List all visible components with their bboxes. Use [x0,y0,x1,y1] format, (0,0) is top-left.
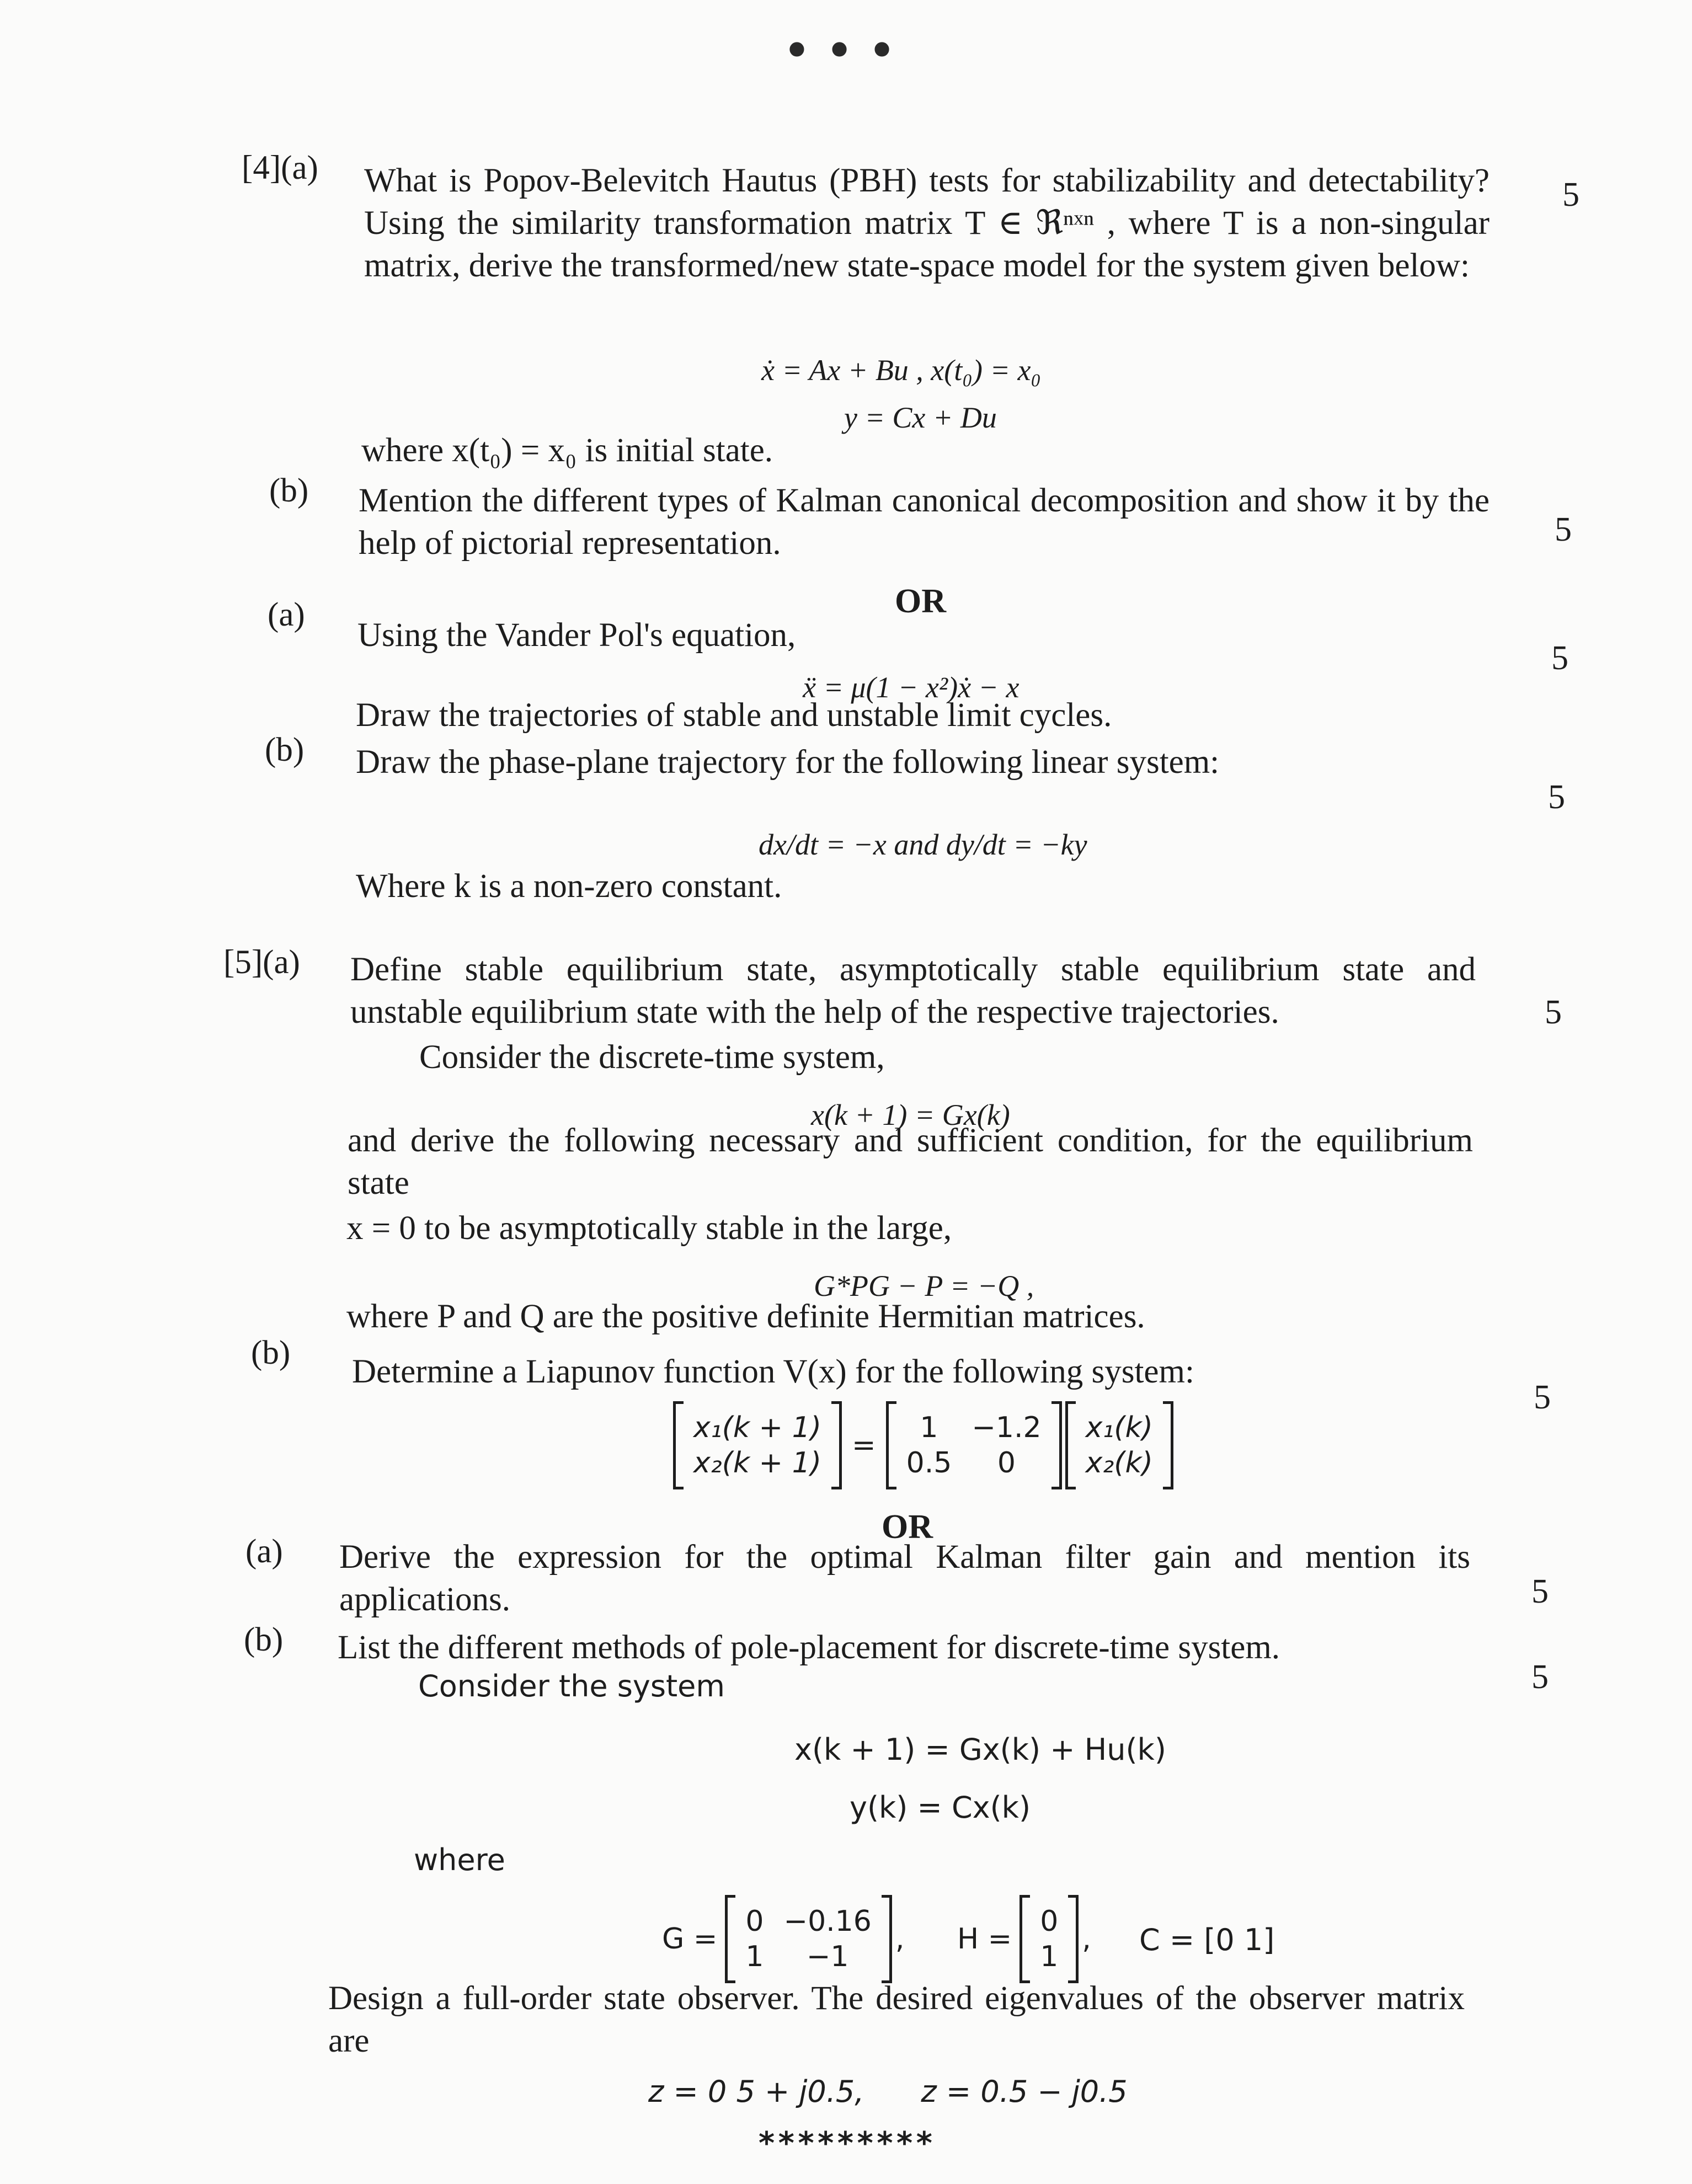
q5-alt-a-text: Derive the expression for the optimal Kalman filter gain and mention its applications. [339,1539,1470,1618]
matrix-cell: −1.2 [972,1411,1042,1444]
q4-alt-b-marks: 5 [1548,778,1565,816]
end-stars: ********* [757,2126,935,2161]
matrix-cell: −0.16 [783,1905,872,1938]
menu-dots-icon[interactable]: ••• [782,22,910,80]
matrix-cell: 0 [1040,1905,1059,1938]
right-bracket [831,1401,842,1489]
matrix-cell: 0 [997,1446,1016,1480]
left-bracket [673,1401,684,1489]
q4a-eq2: y = Cx + Du [844,401,997,434]
q5-number: [5](a) [223,944,300,981]
left-bracket [886,1401,896,1489]
q4-alt-b-text: Draw the phase-plane trajectory for the following linear system: [356,744,1220,781]
equals-sign: = [852,1429,876,1462]
q5-alt-b-marks: 5 [1531,1658,1549,1696]
q4-alt-b-eq: dx/dt = −x and dy/dt = −ky [759,828,1087,861]
q4-or: OR [895,583,946,620]
q5a-text3: and derive the following necessary and sufficient condition, for the equilibrium state [348,1122,1473,1202]
matrix-cell: 0 [745,1905,764,1938]
sys-eq2: y(k) = Cx(k) [850,1790,1031,1825]
q5-alt-a-label: (a) [245,1533,283,1570]
q5a-marks: 5 [1545,994,1562,1031]
q4-alt-a-label: (a) [268,596,305,633]
left-bracket [1020,1895,1030,1983]
sys-eq1: x(k + 1) = Gx(k) + Hu(k) [794,1732,1166,1767]
liapunov-system-matrix [673,1401,1173,1489]
q5-alt-b-text: List the different methods of pole-placement for discrete-time system. [338,1629,1280,1666]
vec-x1: x₁(k) [1085,1411,1153,1444]
q5b-label: (b) [251,1334,291,1371]
right-bracket [1052,1401,1062,1489]
q4b-label: (b) [269,472,309,509]
q5a-eq2: G*PG − P = −Q , [814,1269,1034,1302]
lhs-x2: x₂(k + 1) [693,1446,822,1480]
left-bracket [1065,1401,1076,1489]
right-bracket [1163,1401,1173,1489]
matrix-cell: 1 [745,1940,764,1973]
q5b-marks: 5 [1534,1379,1551,1416]
lhs-x1: x₁(k + 1) [693,1411,822,1444]
q5-where: where [414,1843,505,1877]
g-label: G = [662,1923,718,1956]
q5a-text2: Consider the discrete-time system, [419,1039,885,1076]
q5a-text4: x = 0 to be asymptotically stable in the large, [346,1210,952,1247]
q4b-marks: 5 [1555,511,1572,548]
q5b-text: Determine a Liapunov function V(x) for the following system: [352,1353,1194,1390]
q4a-where: where x(t₀) = x₀ is initial state. [361,432,773,469]
matrix-cell: 0.5 [906,1446,952,1480]
q5-alt-b-text2: Consider the system [418,1669,725,1704]
q4a-marks: 5 [1562,176,1579,213]
q5a-eq: x(k + 1) = Gx(k) [811,1098,1010,1131]
q4-alt-a-text2: Draw the trajectories of stable and unstable limit cycles. [356,697,1112,734]
q5a-text5: where P and Q are the positive definite Hermitian matrices. [346,1298,1145,1335]
q4a-text: What is Popov-Belevitch Hautus (PBH) tests for stabilizability and detectability? Using the similarity transformation matrix T ∈ ℜⁿˣⁿ , where T is a non-singular matrix, derive the transformed/new state-space model for the system given below: [364,162,1490,284]
g-matrix: G = 0 −0.16 1 −1 , [662,1895,904,1983]
q4-alt-b-label: (b) [265,731,305,768]
q5a-text: Define stable equilibrium state, asymptotically stable equilibrium state and unstable equilibrium state with the help of the respective trajectories. [350,951,1476,1030]
h-matrix: H = 0 1 , [957,1895,1091,1983]
matrix-cell: −1 [806,1940,849,1973]
q4b-text: Mention the different types of Kalman canonical decomposition and show it by the help of pictorial representation. [359,482,1490,562]
left-bracket [725,1895,735,1983]
matrix-cell: 1 [920,1411,938,1444]
vec-x2: x₂(k) [1085,1446,1153,1480]
q5-or: OR [882,1508,933,1546]
q5-design-text: Design a full-order state observer. The desired eigenvalues of the observer matrix are [328,1980,1465,2059]
q5-alt-a-marks: 5 [1531,1573,1549,1610]
q4-alt-a-marks: 5 [1551,639,1568,677]
q4a-eq1: ẋ = Ax + Bu , x(t₀) = x₀ [761,354,1042,387]
q4-alt-b-note: Where k is a non-zero constant. [356,868,782,905]
q4-number: [4](a) [242,149,318,186]
c-matrix: C = [0 1] [1139,1923,1275,1957]
q5-alt-b-label: (b) [244,1621,284,1658]
q4-alt-a-text: Using the Vander Pol's equation, [357,617,796,654]
right-bracket [1068,1895,1079,1983]
q4-alt-a-eq: ẍ = μ(1 − x²)ẋ − x [803,671,1020,704]
right-bracket [882,1895,892,1983]
matrix-cell: 1 [1040,1940,1059,1973]
h-label: H = [957,1923,1012,1956]
observer-eigenvalues: z = 0 5 + j0.5, z = 0.5 − j0.5 [648,2074,1128,2109]
